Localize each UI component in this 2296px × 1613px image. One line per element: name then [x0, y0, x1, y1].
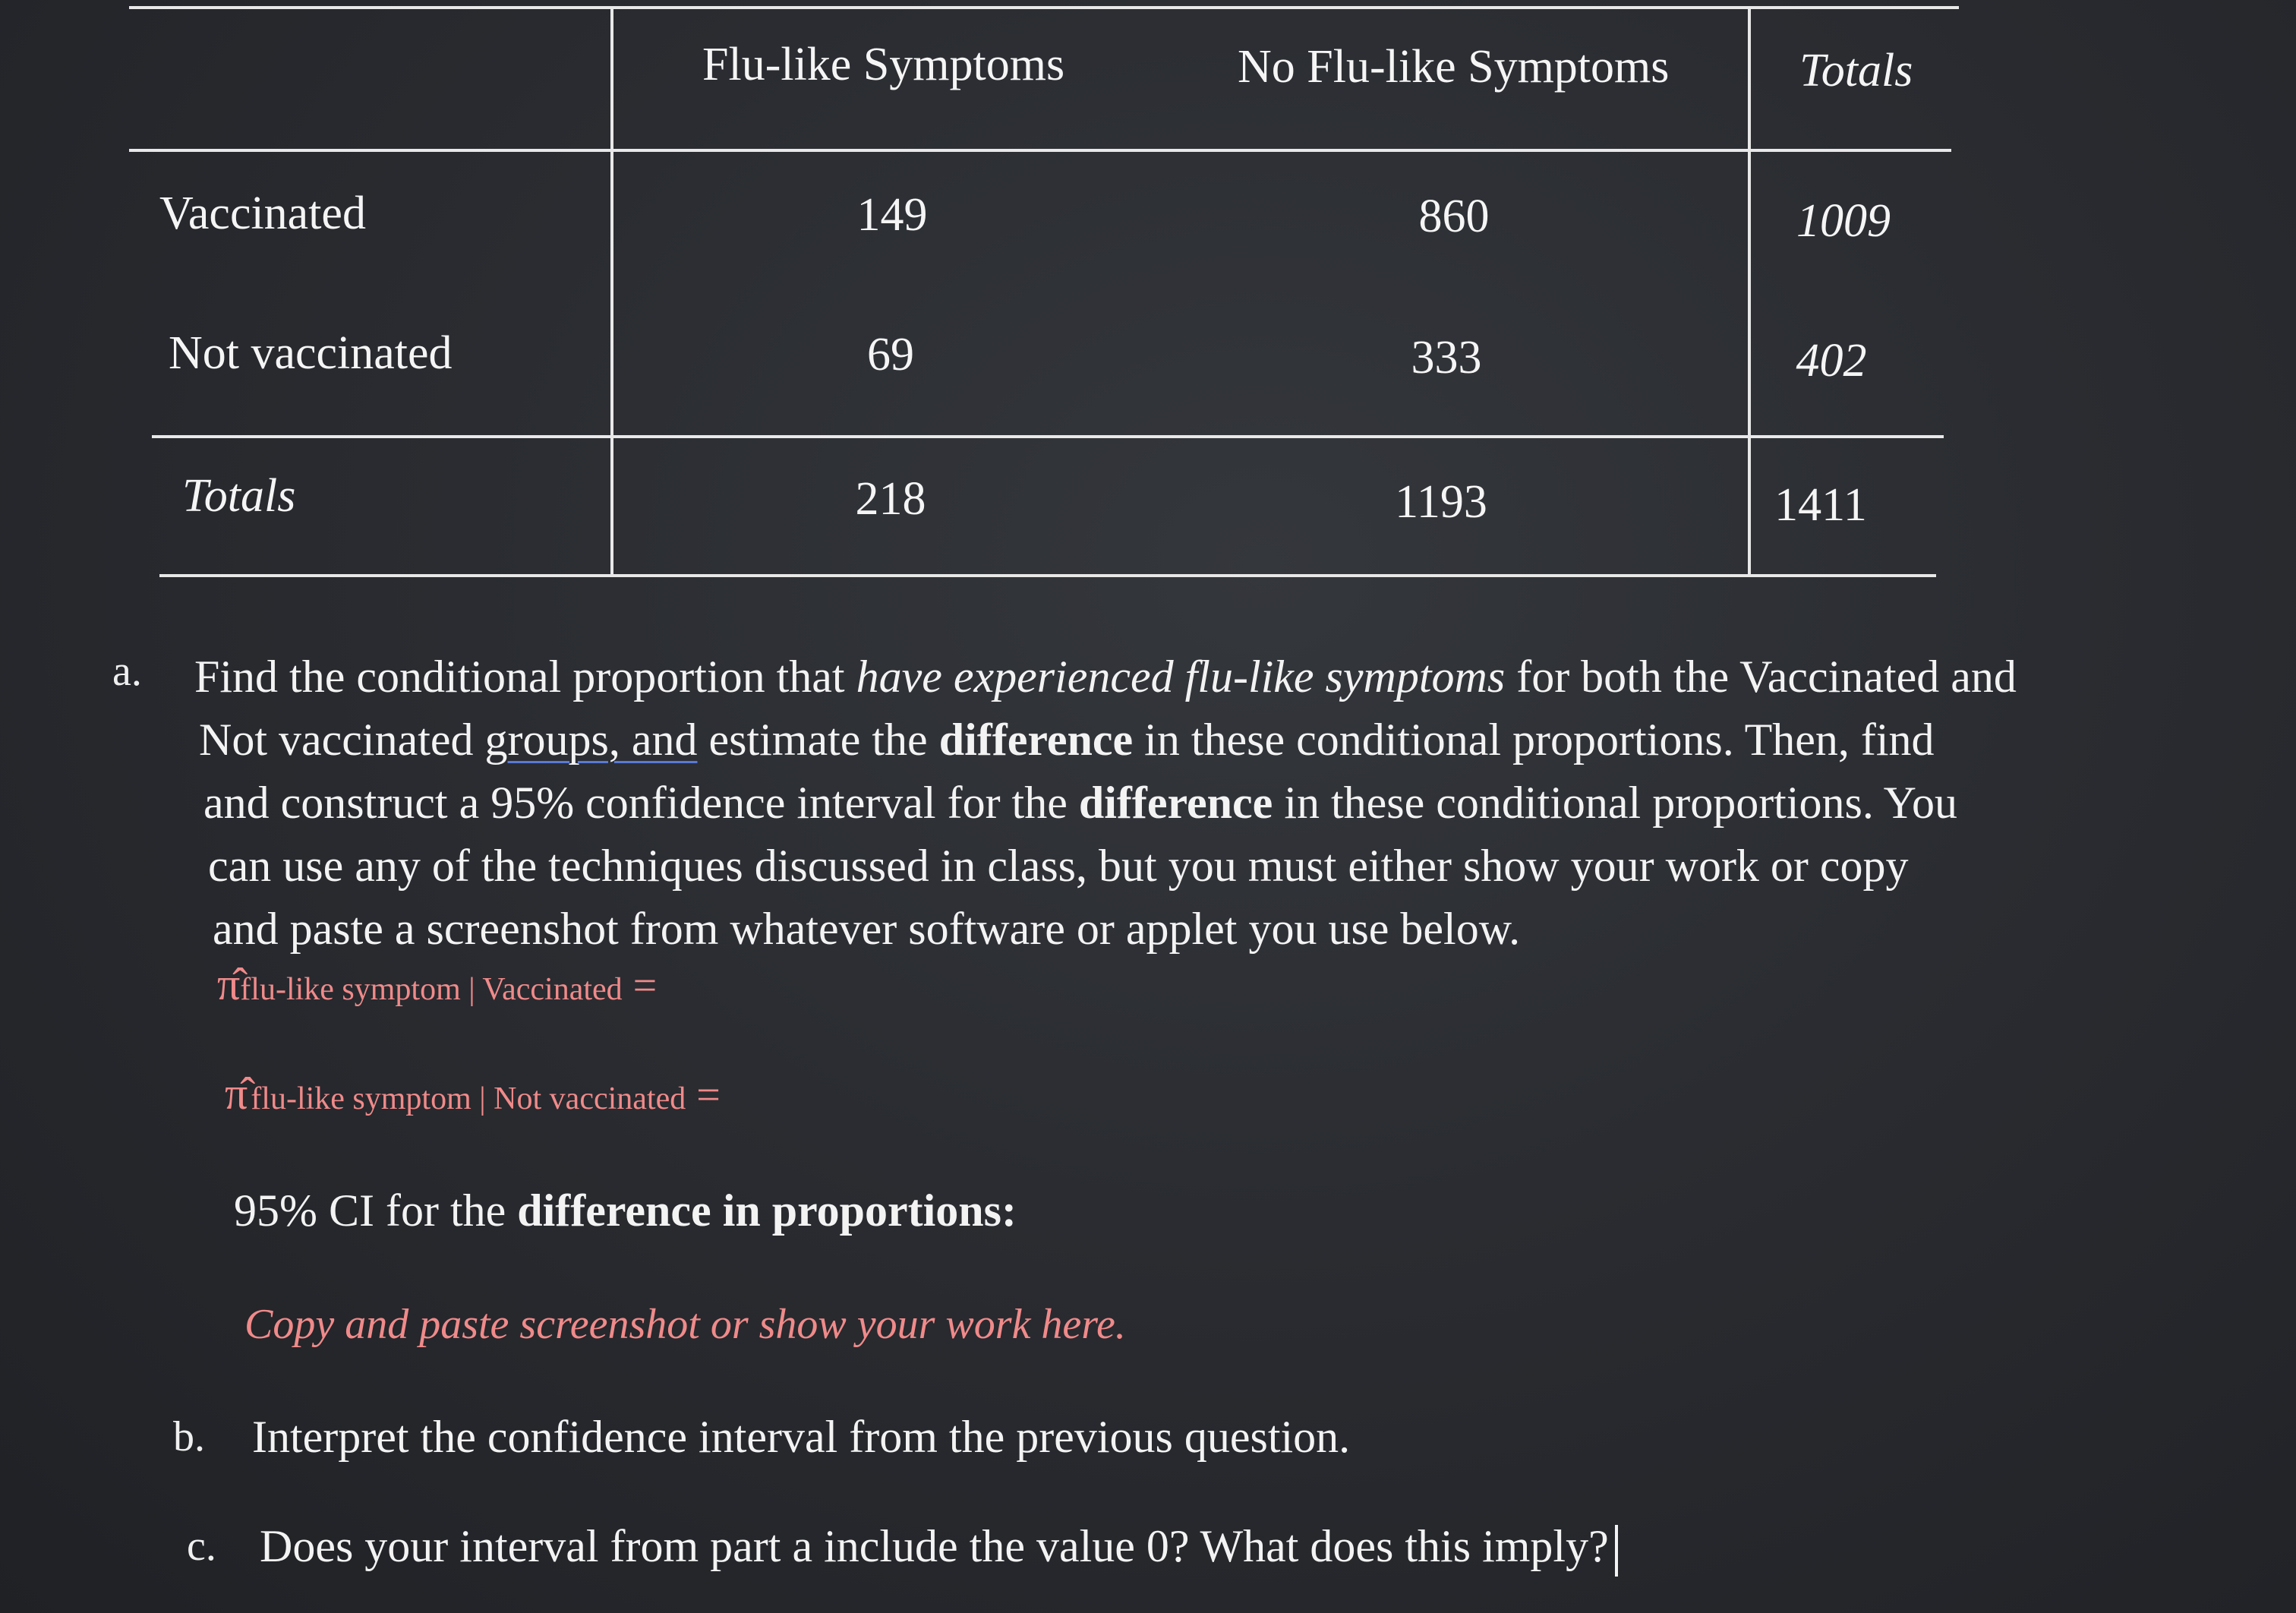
contingency-table	[129, 6, 1959, 583]
text-run: 95% CI for the	[234, 1185, 518, 1236]
text-run: Not vaccinated	[199, 715, 485, 765]
cell-totals-total: 1411	[1774, 479, 1867, 531]
text-run: in these conditional proportions. You	[1273, 778, 1957, 828]
table-col-divider-2	[1748, 6, 1751, 577]
equals-sign: =	[632, 962, 658, 1009]
question-a-line-2	[199, 709, 1935, 772]
text-run-bold: difference	[517, 1185, 711, 1236]
table-bottom-rule	[159, 574, 1936, 577]
table-header-rule	[129, 149, 1951, 152]
cell-totals-flu: 218	[855, 473, 926, 525]
question-a-line-4	[208, 835, 1909, 898]
text-run: for both the Vaccinated and	[1505, 652, 2017, 702]
question-a-line-5	[213, 898, 1520, 961]
ci-label	[234, 1185, 1017, 1237]
text-run: and construct a 95% confidence interval for the	[203, 778, 1079, 828]
cell-totals-no-flu: 1193	[1395, 476, 1487, 528]
text-run: can use any of the techniques discussed in class, but you must either show your work or copy	[208, 841, 1909, 891]
cell-not-vaccinated-flu: 69	[867, 329, 914, 380]
question-b-text: Interpret the confidence interval from the previous question.	[252, 1412, 1351, 1462]
text-run-italic: have experienced flu-like symptoms	[856, 652, 1506, 702]
header-flu-like-symptoms: Flu-like Symptoms	[702, 39, 1065, 90]
equals-sign: =	[696, 1072, 721, 1119]
pi-hat-vaccinated-subscript: flu-like symptom | Vaccinated	[240, 972, 623, 1007]
text-run-bold: difference	[1078, 778, 1273, 828]
text-run-bold: difference	[938, 715, 1134, 765]
pi-hat-symbol: π̂	[225, 1068, 248, 1119]
question-a-marker: a.	[112, 648, 142, 695]
question-b-marker: b.	[173, 1413, 205, 1460]
question-c-text[interactable]	[260, 1520, 1618, 1577]
cell-not-vaccinated-total: 402	[1796, 335, 1867, 387]
cell-vaccinated-flu: 149	[856, 189, 928, 241]
cell-vaccinated-total: 1009	[1796, 195, 1891, 247]
question-c-marker: c.	[187, 1523, 216, 1570]
header-no-flu-like-symptoms: No Flu-like Symptoms	[1238, 41, 1670, 93]
cell-not-vaccinated-no-flu: 333	[1411, 332, 1482, 384]
question-a-line-3	[203, 772, 1957, 835]
cell-vaccinated-no-flu: 860	[1418, 191, 1490, 242]
work-placeholder-note[interactable]: Copy and paste screenshot or show your work here.	[244, 1301, 1126, 1348]
question-a-line-1	[194, 646, 2017, 709]
table-totals-rule	[152, 435, 1944, 438]
text-cursor	[1615, 1525, 1618, 1577]
text-run: Find the conditional proportion that	[194, 652, 856, 702]
row-label-totals: Totals	[182, 470, 296, 522]
text-run: estimate the	[697, 715, 939, 765]
spellcheck-underlined-text: groups, and	[484, 715, 698, 765]
header-totals: Totals	[1799, 45, 1913, 96]
text-run: Does your interval from part a include the value 0? What does this imply?	[260, 1521, 1609, 1571]
row-label-not-vaccinated: Not vaccinated	[169, 327, 453, 379]
text-run: and paste a screenshot from whatever software or applet you use below.	[213, 904, 1521, 954]
table-col-divider-1	[610, 6, 613, 577]
text-run-bold: in proportions:	[711, 1185, 1017, 1236]
pi-hat-not-vaccinated-field[interactable]	[225, 1068, 721, 1120]
row-label-vaccinated: Vaccinated	[159, 188, 366, 239]
table-top-rule	[129, 6, 1959, 9]
text-run: in these conditional proportions. Then, find	[1133, 715, 1935, 765]
pi-hat-symbol: π̂	[217, 959, 241, 1009]
pi-hat-not-vaccinated-subscript: flu-like symptom | Not vaccinated	[251, 1081, 686, 1116]
pi-hat-vaccinated-field[interactable]	[217, 958, 657, 1011]
